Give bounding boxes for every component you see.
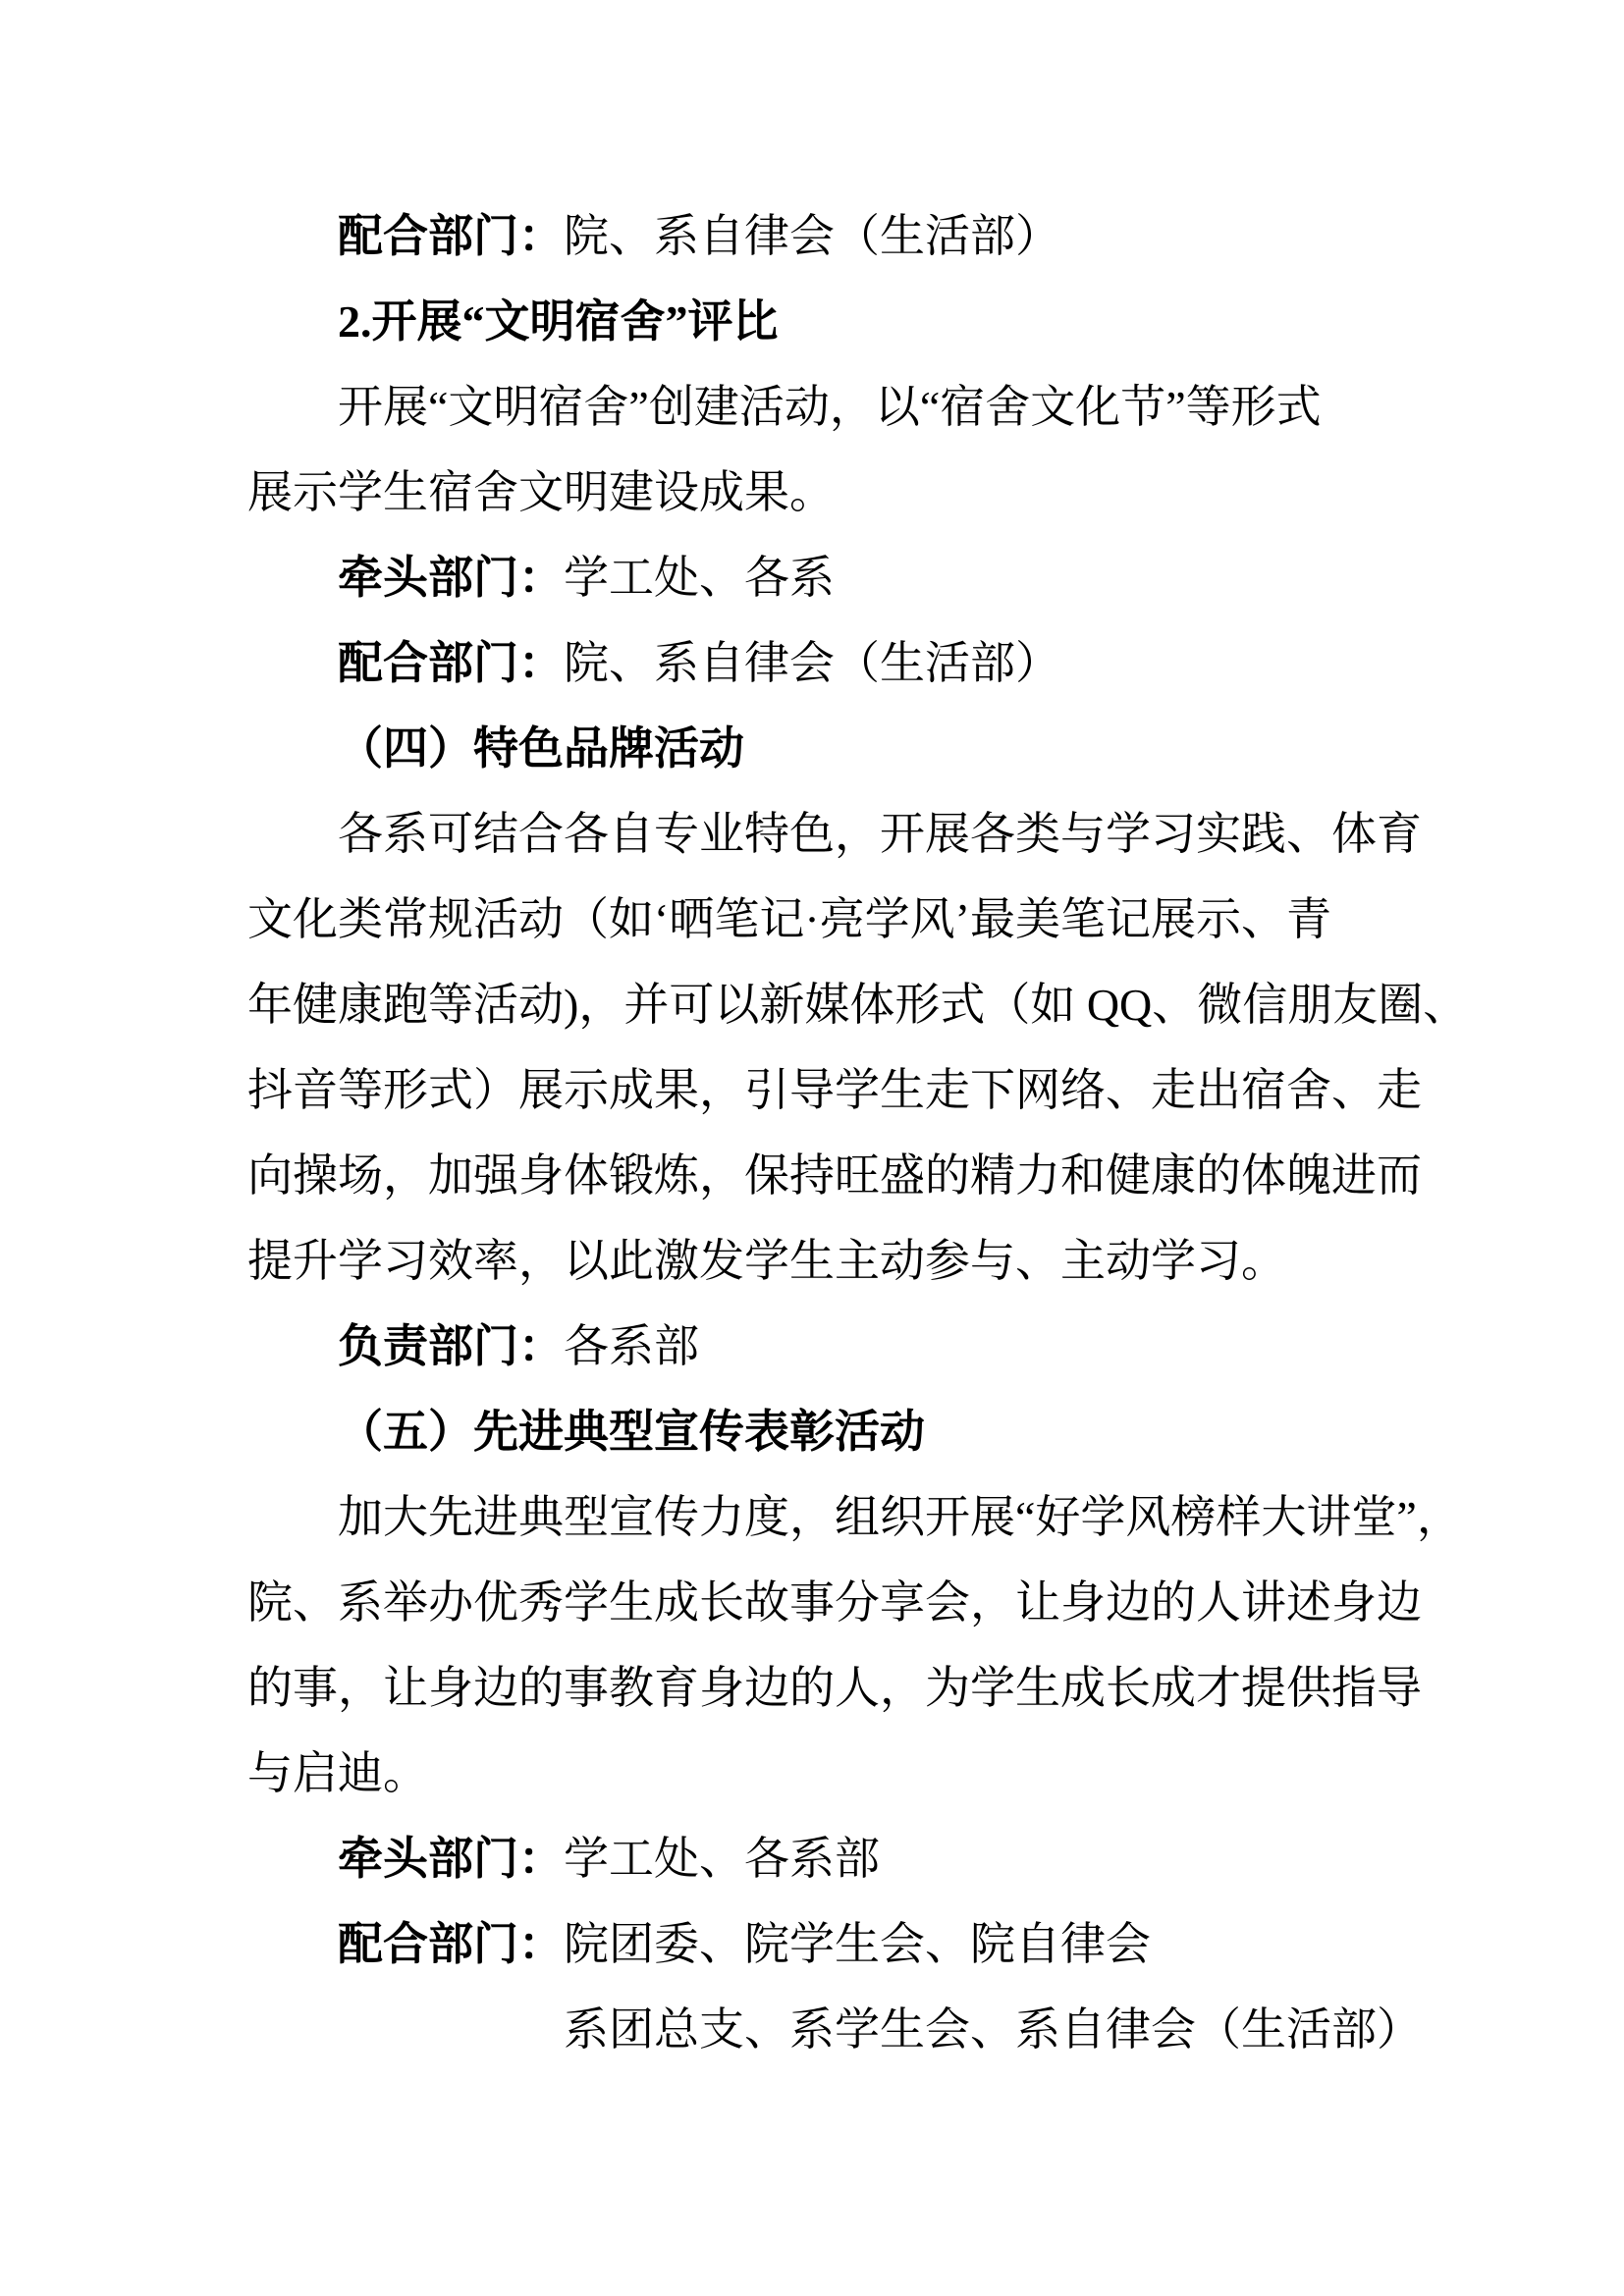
para-text: 的事，让身边的事教育身边的人，为学生成长成才提供指导	[247, 1663, 1422, 1713]
para-dorm-line-2	[247, 450, 1524, 535]
line-leading-dept	[247, 535, 1524, 620]
dept-value: 学工处、各系	[564, 553, 835, 603]
heading-text: （五）先进典型宣传表彰活动	[338, 1407, 925, 1457]
para-text: 向操场，加强身体锻炼，保持旺盛的精力和健康的体魄进而	[247, 1150, 1422, 1201]
line-cooperating-dept	[247, 1901, 1524, 1987]
line-leading-dept	[247, 1816, 1524, 1901]
line-cooperating-dept-continuation	[247, 1987, 1524, 2072]
dept-value: 院、系自律会（生活部）	[564, 211, 1060, 261]
para-text: 各系可结合各自专业特色，开展各类与学习实践、体育	[338, 809, 1422, 859]
line-cooperating-dept	[247, 620, 1524, 706]
para-brand-line-2	[247, 877, 1524, 962]
heading-text: （四）特色品牌活动	[338, 723, 744, 774]
heading-text: 2.开展“文明宿舍”评比	[338, 296, 779, 347]
line-responsible-dept	[247, 1304, 1524, 1389]
dept-value: 学工处、各系部	[564, 1834, 880, 1884]
dept-label: 配合部门：	[338, 211, 564, 261]
para-text: 展示学生宿舍文明建设成果。	[247, 467, 835, 517]
dept-value: 院、系自律会（生活部）	[564, 638, 1060, 688]
dept-value: 系团总支、系学生会、系自律会（生活部）	[564, 2004, 1422, 2055]
para-model-line-2	[247, 1560, 1524, 1645]
dept-label: 配合部门：	[338, 1919, 564, 1969]
para-model-line-3	[247, 1645, 1524, 1731]
para-brand-line-3	[247, 962, 1524, 1047]
dept-label: 配合部门：	[338, 638, 564, 688]
dept-label: 牵头部门：	[338, 1834, 564, 1884]
para-model-line-4	[247, 1731, 1524, 1816]
heading-civilized-dorm	[247, 279, 1524, 364]
dept-value: 院团委、院学生会、院自律会	[564, 1919, 1151, 1969]
document-body	[247, 193, 1524, 2072]
dept-label: 负责部门：	[338, 1321, 564, 1371]
para-text: 抖音等形式）展示成果，引导学生走下网络、走出宿舍、走	[247, 1065, 1422, 1115]
dept-value: 各系部	[564, 1321, 699, 1371]
para-brand-line-4	[247, 1047, 1524, 1133]
para-model-line-1	[247, 1474, 1524, 1560]
para-dorm-line-1	[247, 364, 1524, 450]
para-text: 加大先进典型宣传力度，组织开展“好学风榜样大讲堂”，	[338, 1492, 1462, 1542]
heading-role-model	[247, 1389, 1524, 1474]
para-brand-line-5	[247, 1133, 1524, 1218]
para-text: 文化类常规活动（如‘晒笔记·亮学风’最美笔记展示、青	[247, 894, 1331, 944]
para-text: 提升学习效率，以此激发学生主动参与、主动学习。	[247, 1236, 1286, 1286]
para-text: 开展“文明宿舍”创建活动，以“宿舍文化节”等形式	[338, 382, 1322, 432]
para-brand-line-6	[247, 1218, 1524, 1304]
para-brand-line-1	[247, 791, 1524, 877]
para-text: 与启迪。	[247, 1748, 428, 1798]
para-text: 年健康跑等活动)，并可以新媒体形式（如 QQ、微信朋友圈、	[247, 980, 1469, 1030]
para-text: 院、系举办优秀学生成长故事分享会，让身边的人讲述身边	[247, 1577, 1422, 1628]
heading-special-brand	[247, 706, 1524, 791]
line-cooperating-dept	[247, 193, 1524, 279]
dept-label: 牵头部门：	[338, 553, 564, 603]
